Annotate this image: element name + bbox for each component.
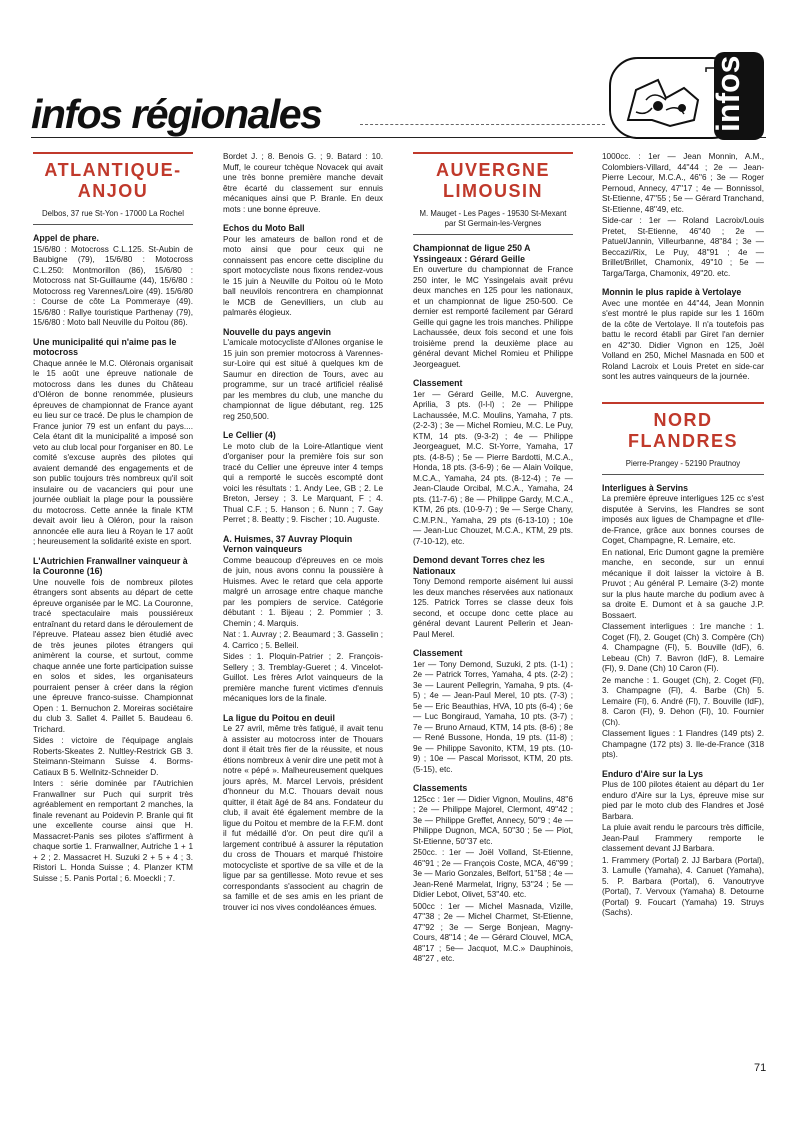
article-heading: Une municipalité qui n'aime pas le motocross bbox=[33, 336, 177, 357]
article-text: En ouverture du championnat de France 250 inter, le MC Yssingelais avait prévu deux manches en 125 pour les nationaux, et un championnat de ligue 250-500. Ce dernier est remporté facilement par Gérard Geille qui gagne les trois manches. Philippe Lachaussée, deux fois second et une fois troisième prend la deuxième place au général devant Michel Romieu et Philippe Jeorgeaguet. bbox=[413, 265, 573, 369]
article-text: 1000cc. : 1er — Jean Monnin, A.M., Colombiers-Villard, 44''44 ; 2e — Jean-Pierre Lecour, M.C.A., 46''6 ; 3e — Roger Pernoud, Annecy, 47''17 ; 4e — Bonnissol, St-Etienne, 47''55 ; 5e — Gérard Tranchand, St-Etienne, 48''49, etc. bbox=[602, 152, 764, 214]
article-text: 250cc. : 1er — Joël Volland, St-Etienne, 46''91 ; 2e — François Coste, MCA, 46''99 ; 3e — Mario Gonzales, Belfort, 51''58 ; 4e — Jean-René Marmelat, Irigny, 53''24 ; 5e — Didier Lebot, Olivet, 53''40. etc. bbox=[413, 848, 573, 899]
region-address: M. Mauget - Les Pages - 19530 St-Mexant par St Germain-les-Vergnes bbox=[413, 206, 573, 235]
article-heading: La ligue du Poitou en deuil bbox=[223, 712, 335, 723]
article-heading: Interligues à Servins bbox=[602, 482, 689, 493]
region-heading: NORD FLANDRES bbox=[602, 402, 764, 456]
article-heading: Nouvelle du pays angevin bbox=[223, 326, 332, 337]
article-heading: Demond devant Torres chez les Nationaux bbox=[413, 555, 545, 576]
article-heading: Le Cellier (4) bbox=[223, 430, 276, 440]
column-2 bbox=[223, 152, 383, 914]
article-text: Inters : série dominée par l'Autrichien Franwallner sur Puch qui surprit très agréablement en remportant 2 manches, la finale revenant au Poidevin P. Branle qui fit une excellente course ainsi que H. Massacret-Panis ses pilotes s'affirment à chaque sortie 1. Franwallner, Autriche 1 + 1 + 2 ; 2. Massacret H. Suzuki 2 + 5 + 4 ; 3. Ristori L. Honda Suisse ; 4. Planzer KTM Suisse ; 5. Panis Portal ; 6. Moeckli ; 7. bbox=[33, 779, 193, 883]
article-text: Avec une montée en 44''44, Jean Monnin s'est montré le plus rapide sur les 1 160m de la côte de Vertolaye. Il n'a toutefois pas battu le record établi par Giret l'an dernier en 42''30. Didier Vignon en 125, Joël Volland en 250, Michel Masnada en 500 et Roland Lacroix et Louis Pretet en side-car sont les autres vainqueurs de la journée. bbox=[602, 298, 764, 381]
article-text: Pour les amateurs de ballon rond et de moto ainsi que pour ceux qui ne connaissent pas encore cette discipline du sport motocycliste nous fixons rendez-vous le 15 juin à Neuville du Poitou où le Moto ball neuvilois rencontrera en championnat le MCB de Genevilliers, un club au palmarès élogieux. bbox=[223, 234, 383, 317]
article-text: Classement ligues : 1 Flandres (149 pts) 2. Champagne (172 pts) 3. Ile-de-France (318 pts). bbox=[602, 729, 764, 759]
column-atlantique-anjou bbox=[33, 152, 193, 885]
article-text: Nat : 1. Auvray ; 2. Beaumard ; 3. Gasselin ; 4. Carrico ; 5. Belleil. bbox=[223, 630, 383, 650]
article-heading: Appel de phare. bbox=[33, 233, 99, 243]
article-heading: Enduro d'Aire sur la Lys bbox=[602, 768, 703, 779]
article-text: 125cc : 1er — Didier Vignon, Moulins, 48''6 ; 2e — Philippe Majorel, Clermont, 49''42 ; 3e — Philippe Greffet, Annecy, 50''9 ; 4e — Philippe Dugnon, MCA, 50''30 ; 5e — Piot, St-Etienne, 50''37 etc. bbox=[413, 794, 573, 846]
article-text: 1er — Tony Demond, Suzuki, 2 pts. (1-1) ; 2e — Patrick Torres, Yamaha, 4 pts. (2-2) ; 3e — Laurent Pellegrin, Yamaha, 9 pts. (4-5) ; 4e — Jean-Paul Merel, 10 pts. (7-3) ; 5e — Eric Beauthias, HVA, 10 pts (6-4) ; 6e — Luc Bongiraud, Yamaha, 10 pts. (3-7) ; 7e — Bruno Arnaud, KTM, 14 pts. (8-6) ; 8e — René Bussone, Honda, 19 pts. (11-8) ; 9e — Philippe Savonito, KTM, 19 pts. (10-9) ; 10e — Pascal Morissot, KTM, 20 pts. (5-15), etc. bbox=[413, 659, 573, 774]
article-text: Tony Demond remporte aisément lui aussi les deux manches réservées aux nationaux 125. Patrick Torres se classe deux fois second, et occupe donc cette place au général devant Laurent Pellerin et Jean-Paul Merel. bbox=[413, 577, 573, 639]
article-text: Side-car : 1er — Roland Lacroix/Louis Pretet, St-Etienne, 46''40 ; 2e — Patuel/Jannin, Villeurbanne, 48''84 ; 3e — Beccazi/Rix, Le Puy, 48''91 ; 4e — Brillet/Brillet, Chamonix, 49''10 ; 5e — Targa/Targa, Chamonix, 49''20. etc. bbox=[602, 216, 764, 278]
article-heading: Monnin le plus rapide à Vertolaye bbox=[602, 287, 742, 297]
article-heading: Classement bbox=[413, 648, 463, 658]
logo-label: infos bbox=[710, 55, 746, 132]
article-text: Sides : 1. Ploquin-Patrier ; 2. François-Sellery ; 3. Tremblay-Gueret ; 4. Vincelot-Guillot. Les frères Arlot vainqueurs de la première manche furent victimes d'ennuis mécaniques lors de la finale. bbox=[223, 652, 383, 703]
article-text: Le moto club de la Loire-Atlantique vient d'organiser pour la première fois sur son tracé du Cellier une épreuve inter 4 temps qui a remporté le succès escompté dont voici les résultats : 1. Andy Lee, GB ; 2. Le Breton, Jersey ; 3. Le Marquant, F ; 4. Thual C.F. ; 5. Hanson ; 6. Nunn ; 7. Gay Perret ; 8. Beatty ; 9. Fischer ; 10. Auguste. bbox=[223, 441, 383, 524]
article-heading: Classements bbox=[413, 783, 468, 793]
title-dashed-rule bbox=[360, 124, 605, 125]
region-heading: ATLANTIQUE- ANJOU bbox=[33, 152, 193, 206]
article-text: Une nouvelle fois de nombreux pilotes étrangers sont absents au départ de cette épreuve organisée par le MC. La Couronne, tracé spectaculaire mais poussiéreux entraînant du retard dans le déroulement de l'épreuve. Plateau assez bien étudié avec de très jeunes pilotes étrangers qui animèrent la course, et surtout, comme chaque année une forte participation suisse en solos et sides, les organisateurs pourraient penser à créer dans la région une épreuve franco-suisse. Championnat Open : 1. Bernuchon 2. Moreiras sociétaire du club 3. Sallet 4. Paillet 5. Baudeau 6. Trichard. bbox=[33, 577, 193, 734]
article-text: 500cc : 1er — Michel Masnada, Vizille, 47''38 ; 2e — Michel Charmet, St-Etienne, 47''92 ; 3e — Serge Bonjean, Magny-Cours, 48''14 ; 4e — Gérard Clouvel, MCA, 48''17 ; 5e— Jacquot, M.C.» Dauphinois, 48''27 , etc. bbox=[413, 901, 573, 963]
article-text: Plus de 100 pilotes étaient au départ du 1er enduro d'Aire sur la Lys, épreuve mise sur pied par le moto club des Flandres et José Barbara. bbox=[602, 780, 764, 821]
article-text: En national, Eric Dumont gagne la première manche, en seconde, sur un ennui mécanique il doit laisser la victoire à B. Pruvot ; Au général P. Lemaire (3-2) monte sur la plus haute marche du podium avec à sa droite E. Dumont et à sa gauche J.P. Bossaert. bbox=[602, 547, 764, 620]
article-text: La première épreuve interligues 125 cc s'est disputée à Servins, les Flandres se sont imposés aux ligues de Champagne et d'Ile-de-France, grâce aux bonnes courses de Coget, Champagne, R. Lemaire, etc. bbox=[602, 494, 764, 545]
infos-logo bbox=[606, 50, 766, 142]
column-auvergne-limousin bbox=[413, 152, 573, 966]
article-heading: Echos du Moto Ball bbox=[223, 223, 305, 233]
region-address: Pierre-Prangey - 52190 Prautnoy bbox=[602, 456, 764, 475]
article-text: 2e manche : 1. Gouget (Ch), 2. Coget (Fl), 3. Champagne (Fl), 4. Barbe (Ch) 5. Lemaire (Fl), 6. André (Fl), 7. Bouville (IdF), 8. Caron (Fl), 9. Dehon (Fl), 10. Fournier (Ch). bbox=[602, 675, 764, 727]
column-4 bbox=[602, 152, 764, 920]
article-text: La pluie avait rendu le parcours très difficile, Jean-Paul Frammery remporte le classement devant JJ Barbara. bbox=[602, 823, 764, 853]
article-text: Sides : victoire de l'équipage anglais Roberts-Skeates 2. Nultley-Restrick GB 3. Steimann-Steimann Suisse 4. Borms-Catiaux B 5. Wellnitz-Schneider D. bbox=[33, 736, 193, 777]
region-heading: AUVERGNE LIMOUSIN bbox=[413, 152, 573, 206]
article-heading: Classement bbox=[413, 378, 463, 388]
article-text: 15/6/80 : Motocross C.L.125. St-Aubin de Baubigne (79), 15/6/80 : Motocross C.L.250: Montmorillon (86), 15/6/80 : Motocross nat St-Guillaume (44), 15/6/80 : Motocross reg Varennes/Loire (49). 15/6/80 : Course de côte La Pommeraye (49). 15/6/80 : Rallye touristique Parthenay (79), 15/6/80 : Moto ball Neuville du Poitou (86). bbox=[33, 244, 193, 327]
region-address: Delbos, 37 rue St-Yon - 17000 La Rochel bbox=[33, 206, 193, 225]
article-text: Classement interligues : 1re manche : 1. Coget (Fl), 2. Gouget (Ch) 3. Compère (Ch) 4. Champagne (Fl), 5. Bouville (IdF), 6. Lebeau (Ch) 7. Bavron (IdF), 8. Lemaire (Fl), 9. Dane (Ch) 10 Caron (Fl). bbox=[602, 622, 764, 673]
article-heading: A. Huismes, 37 Auvray Ploquin Vernon vainqueurs bbox=[223, 533, 353, 554]
article-text: Le 27 avril, même très fatigué, il avait tenu à assister au motocross inter de Thouars dont il était très fier de la réussite, et nous étions nombreux à venir dire une petit mot à notre « pépé ». Malheureusement quelques jours après, M. Marcel Lervois, président d'honneur du M.C. Thouars devait nous quitter, il était âgé de 84 ans. Fondateur du club, il avait été également membre de la ligue du Poitou et membre de la F.F.M. dont il fut médaillé d'or. On peut dire qu'il a largement contribué à assurer la réputation du cross de Thouars et marqué l'histoire motocycliste et sportive de sa ville et de la ligue par sa gentillesse. Moto revue et ses correspondants s'associent au chagrin de sa famille et de ses amis en les priant de trouver ici nos vives condoléances émues. bbox=[223, 724, 383, 912]
article-text: 1. Frammery (Portal) 2. JJ Barbara (Portal), 3. Lamulle (Yamaha), 4. Canuet (Yamaha), 5. P. Barbara (Portal), 6. Vanoutryve (Portal), 7. Vervoux (Yamaha) 8. Detourne (Portal) 9. Foucart (Yamaha) 19. Struys (Sachs). bbox=[602, 855, 764, 917]
article-text: Bordet J. ; 8. Benois G. ; 9. Batard : 10. Muff, le coureur tchèque Novacek qui avait une très bonne première manche devait être écarté du classement sur ennuis mécaniques ainsi que P. Branle. En deux mots : une bonne épreuve. bbox=[223, 152, 383, 214]
article-text: 1er — Gérard Geille, M.C. Auvergne, Aprilia, 3 pts. (l-l-l) ; 2e — Philippe Lachaussée, M.C. Moulins, Yamaha, 7 pts. (2-2-3) ; 3e — Michel Romieu, M.C. Le Puy, KTM, 14 pts. (9-3-2) ; 4e — Philippe Jeorgeaguet, M.C. St-Yorre, Yamaha, 17 pts. (4-8-5) ; 5e — Pierre Bardotti, M.C.A., Honda, 18 pts. (3-6-9) ; 6e — Alain Voilque, M.C.A., Yamaha, 24 pts. (8-12-4) ; 7e — Jean-Claude Orcibal, M.C.A., Yamaha, 24 pts. (11-7-6) ; 8e — Philippe Gardy, M.C.A., KTM, 26 pts. (10-9-7) ; 9e — Serge Chany, C.M.P.N., Yamaha, 29 pts (6-13-10) ; 10e — Jean-Luc Chouzet, M.C.A., KTM, 29 pts. (7-10-12), etc. bbox=[413, 389, 573, 546]
article-heading: L'Autrichien Franwallner vainqueur à la Couronne (16) bbox=[33, 555, 188, 576]
article-heading: Championnat de ligue 250 A Yssingeaux : Gérard Geille bbox=[413, 243, 531, 264]
article-text: Comme beaucoup d'épreuves en ce mois de juin, nous avons connu la poussière à Huismes. Avec le retard que cela apporte malgré un arrosage entre chaque manche par les pompiers de service. Catégorie débutant : 1. Bijeau ; 2. Pommier ; 3. Chemin ; 4. Marquis. bbox=[223, 555, 383, 628]
page-title: infos régionales bbox=[31, 91, 322, 137]
article-text: L'amicale motocycliste d'Allones organise le 15 juin son premier motocross à Varennes-sur-Loire qui est situé à quelques km de Saumur en direction de Tours, avec au programme, sur un tracé artificiel réalisé par les membres du club, une manche du championnat de ligue débutant, reg. 125 reg 250,500. bbox=[223, 338, 383, 421]
page-number: 71 bbox=[754, 1062, 767, 1074]
article-text: Chaque année le M.C. Oléronais organisait le 15 août une épreuve nationale de motocross dans les dunes du Château d'Oléron de bonne renommée, plusieurs épreuves de championnat de France ayant eu lieu sur ce tracé. De plus le champion de France junior 79 est un enfant du pays.... Cela étant dit la municipalité a imposé son veto au club local pour l'organiser en 80. Le comité s'excuse auprès des pilotes qui avaient demandé des engagements et de son public toujours très nombreux qu'il soit insulaire ou de vacanciers qui pour une journée oubliait la plage pour la poussière du motocross. Cette année la finale KTM devait avoir lieu à Oléron, pour la raison annoncée elle aura lieu à Royan le 17 août ; heureusement la solidarité existe en sport. bbox=[33, 358, 193, 546]
